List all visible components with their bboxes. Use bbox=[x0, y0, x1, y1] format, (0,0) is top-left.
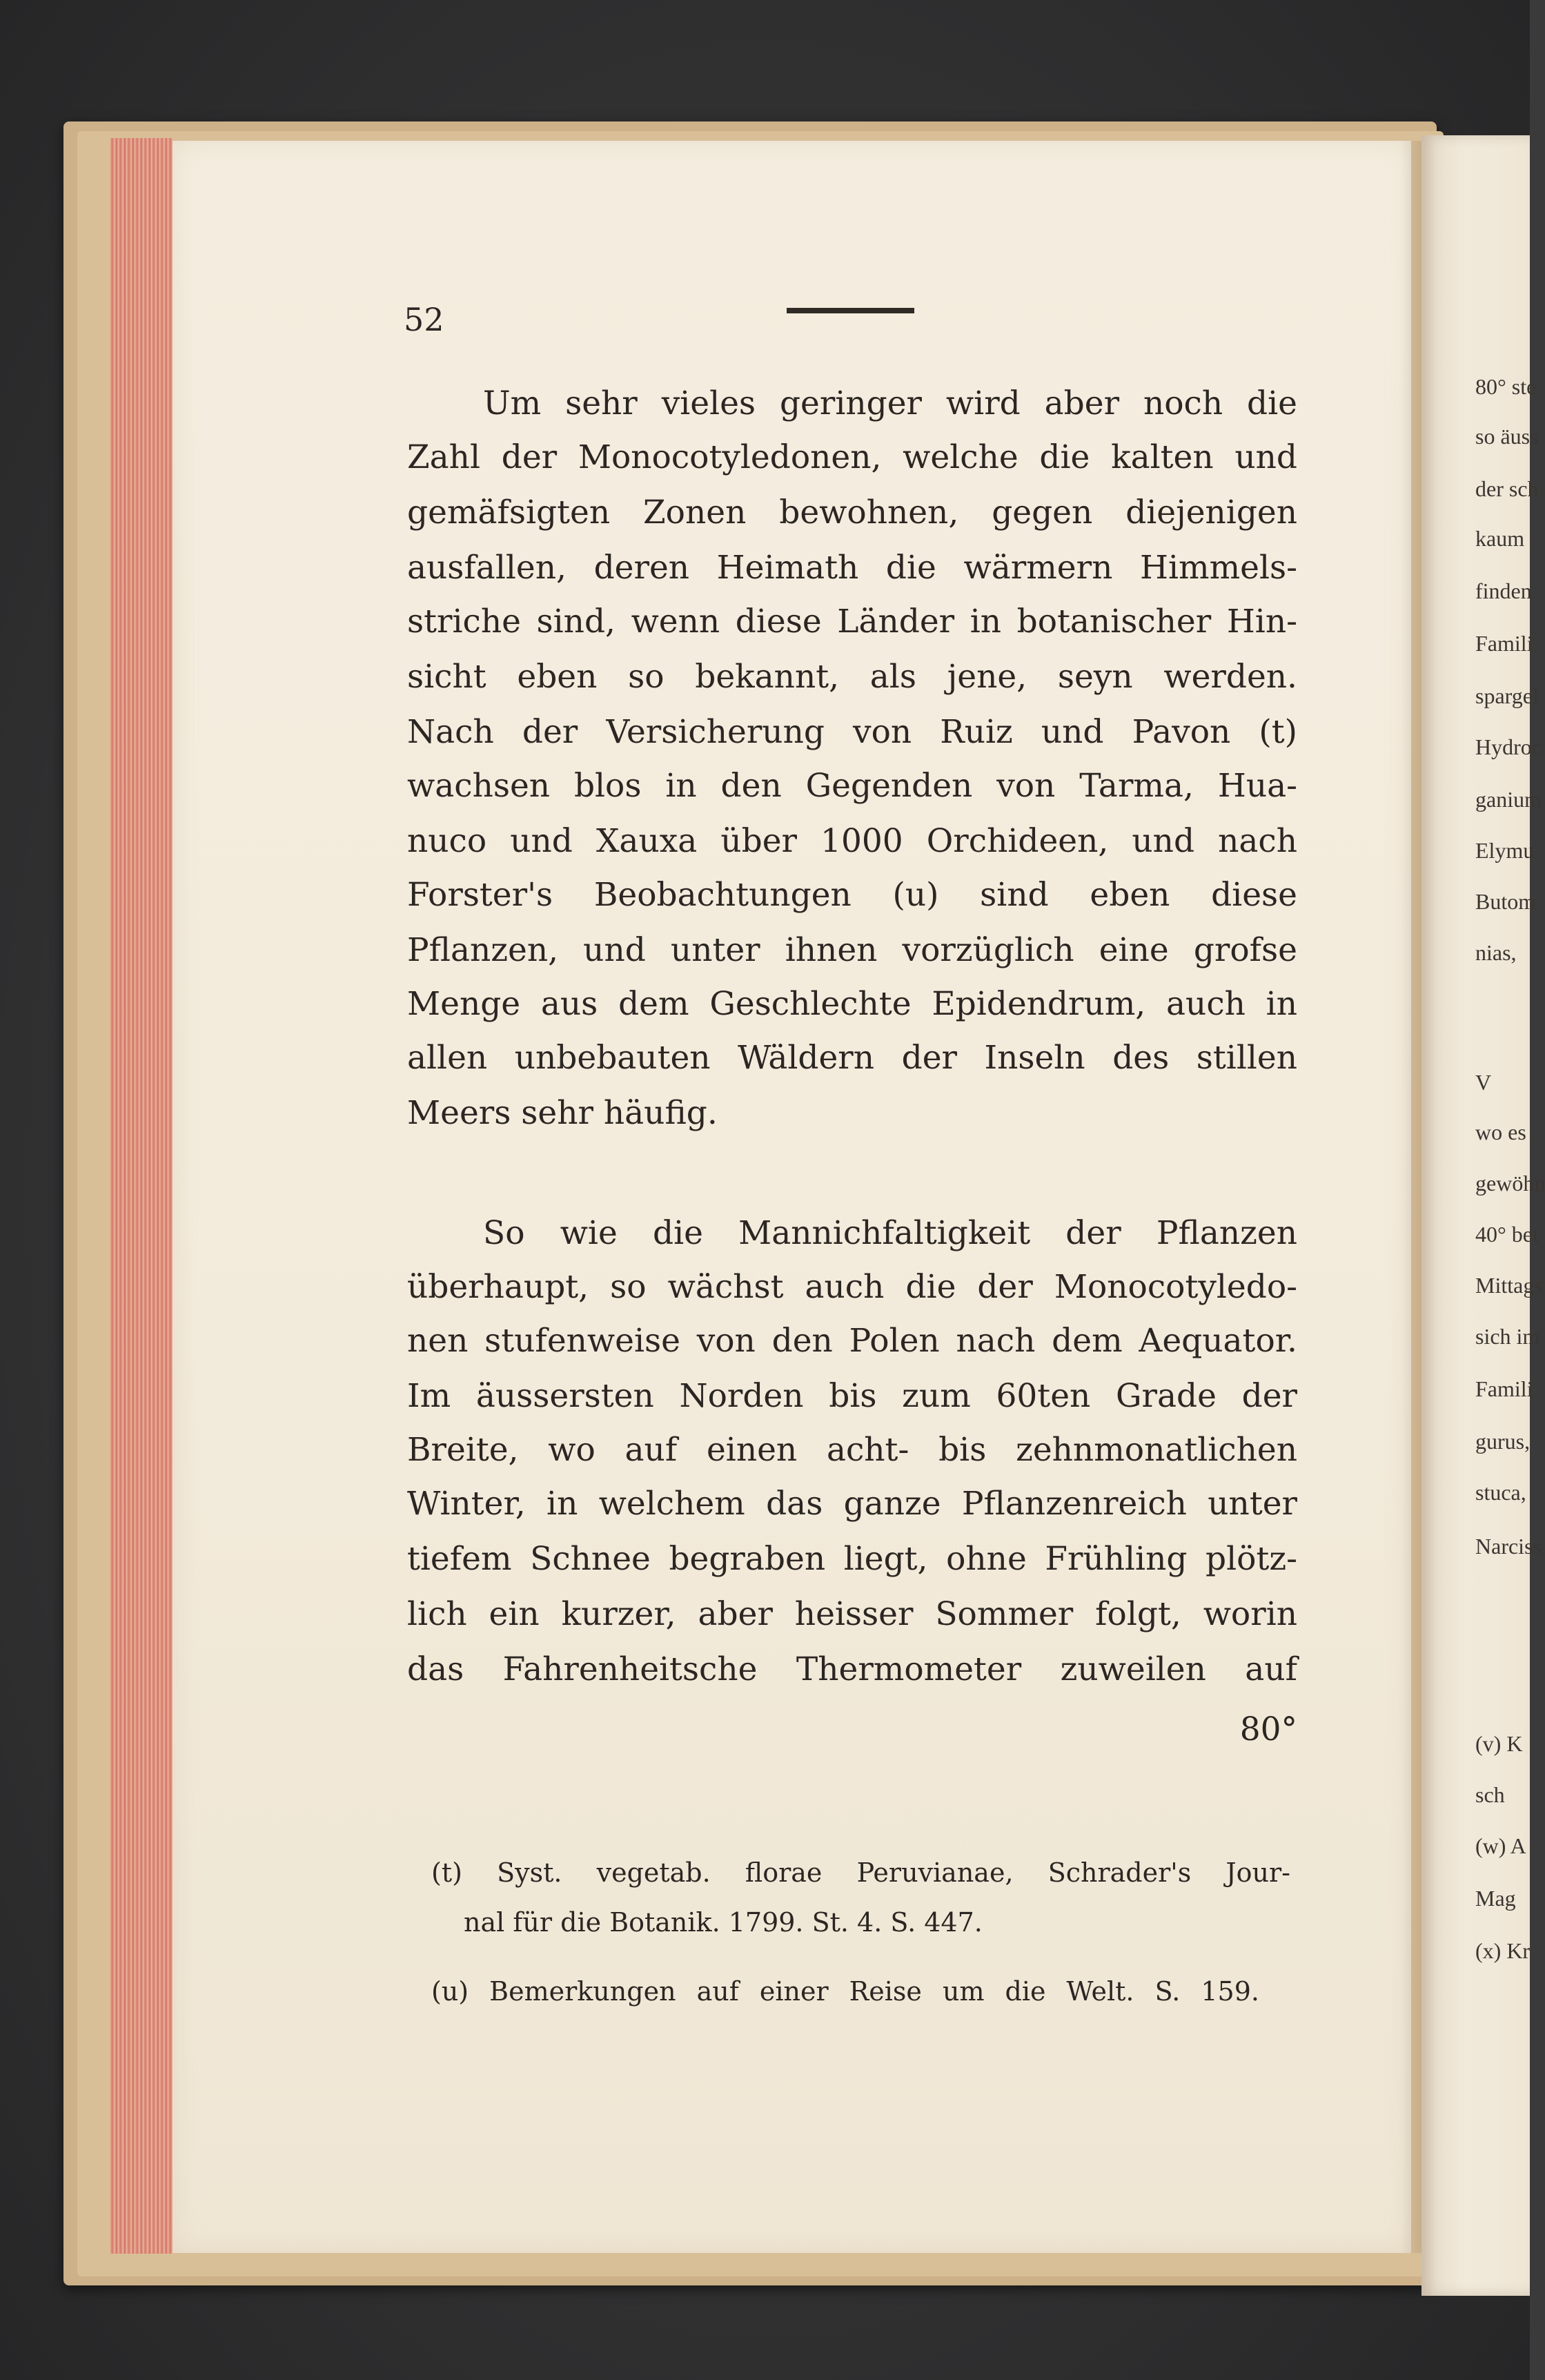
body-line: Nach der Versicherung von Ruiz und Pavon (t) bbox=[407, 713, 1297, 751]
facing-line: 80° ste bbox=[1475, 374, 1537, 399]
facing-line: Mag bbox=[1475, 1886, 1516, 1911]
facing-line: (x) Kr bbox=[1475, 1938, 1531, 1963]
body-line: Pflanzen, und unter ihnen vorzüglich eine grofse bbox=[407, 931, 1297, 969]
body-line: ausfallen, deren Heimath die wärmern Himmels- bbox=[407, 549, 1297, 587]
body-line: Forster's Beobachtungen (u) sind eben diese bbox=[407, 876, 1297, 914]
facing-line: Butom bbox=[1475, 889, 1536, 914]
body-line: tiefem Schnee begraben liegt, ohne Frühling plötz- bbox=[407, 1540, 1297, 1578]
body-line: Meers sehr häufig. bbox=[407, 1094, 718, 1132]
body-line: allen unbebauten Wäldern der Inseln des stillen bbox=[407, 1039, 1297, 1077]
body-line: das Fahrenheitsche Thermometer zuweilen auf bbox=[407, 1650, 1297, 1688]
header-rule bbox=[787, 308, 914, 313]
body-line: Winter, in welchem das ganze Pflanzenreich unter bbox=[407, 1485, 1297, 1523]
facing-line: nias, bbox=[1475, 940, 1517, 965]
facing-line: (v) K bbox=[1475, 1731, 1523, 1756]
facing-line: Famili bbox=[1475, 631, 1533, 656]
facing-line: Elymu bbox=[1475, 838, 1535, 863]
body-line: überhaupt, so wächst auch die der Monocotyledo- bbox=[407, 1268, 1297, 1306]
facing-line: stuca, bbox=[1475, 1480, 1526, 1505]
facing-line: gurus, bbox=[1475, 1429, 1531, 1454]
facing-line: finden bbox=[1475, 578, 1532, 603]
footnote-t-continued: nal für die Botanik. 1799. St. 4. S. 447. bbox=[464, 1907, 983, 1938]
body-line: sicht eben so bekannt, als jene, seyn werden. bbox=[407, 658, 1297, 696]
facing-line: gewöhn bbox=[1475, 1171, 1545, 1196]
facing-line: sch bbox=[1475, 1782, 1505, 1807]
body-line: Im äussersten Norden bis zum 60ten Grade der bbox=[407, 1377, 1297, 1415]
facing-line: sich im bbox=[1475, 1324, 1540, 1349]
facing-line: der sch bbox=[1475, 476, 1539, 501]
catch-word: 80° bbox=[1239, 1710, 1297, 1748]
facing-line: spargel bbox=[1475, 683, 1539, 708]
body-line: nen stufenweise von den Polen nach dem Aequator. bbox=[407, 1322, 1297, 1360]
footnote-t: (t) Syst. vegetab. florae Peruvianae, Schrader's Jour- bbox=[431, 1857, 1290, 1888]
page-edges bbox=[110, 138, 173, 2254]
footnote-u: (u) Bemerkungen auf einer Reise um die Welt. S. 159. bbox=[431, 1976, 1259, 2007]
body-line: Zahl der Monocotyledonen, welche die kalten und bbox=[407, 438, 1297, 476]
facing-line: Narciss bbox=[1475, 1534, 1542, 1559]
facing-line: wo es bbox=[1475, 1120, 1526, 1144]
page-number: 52 bbox=[404, 301, 444, 338]
body-line: Menge aus dem Geschlechte Epidendrum, auch in bbox=[407, 985, 1297, 1023]
facing-line: 40° bet bbox=[1475, 1222, 1539, 1247]
body-line: striche sind, wenn diese Länder in botanischer Hin- bbox=[407, 603, 1297, 641]
body-line: wachsen blos in den Gegenden von Tarma, Hua- bbox=[407, 767, 1297, 805]
facing-line: (w) A bbox=[1475, 1833, 1526, 1858]
body-line: lich ein kurzer, aber heisser Sommer folgt, worin bbox=[407, 1595, 1297, 1633]
facing-line: ganium bbox=[1475, 787, 1542, 812]
facing-line: Mittags bbox=[1475, 1273, 1543, 1298]
body-line: Um sehr vieles geringer wird aber noch die bbox=[483, 384, 1297, 422]
facing-line: Hydroc bbox=[1475, 734, 1542, 759]
facing-line: Famili bbox=[1475, 1376, 1533, 1401]
body-line: So wie die Mannichfaltigkeit der Pflanzen bbox=[483, 1214, 1297, 1252]
facing-page bbox=[1421, 135, 1545, 2296]
body-line: gemäfsigten Zonen bewohnen, gegen diejenigen bbox=[407, 494, 1297, 531]
facing-line: so äuss bbox=[1475, 424, 1539, 449]
body-line: Breite, wo auf einen acht- bis zehnmonatlichen bbox=[407, 1431, 1297, 1469]
facing-line: V bbox=[1475, 1070, 1492, 1095]
facing-line: kaum bbox=[1475, 526, 1525, 551]
body-line: nuco und Xauxa über 1000 Orchideen, und nach bbox=[407, 822, 1297, 860]
